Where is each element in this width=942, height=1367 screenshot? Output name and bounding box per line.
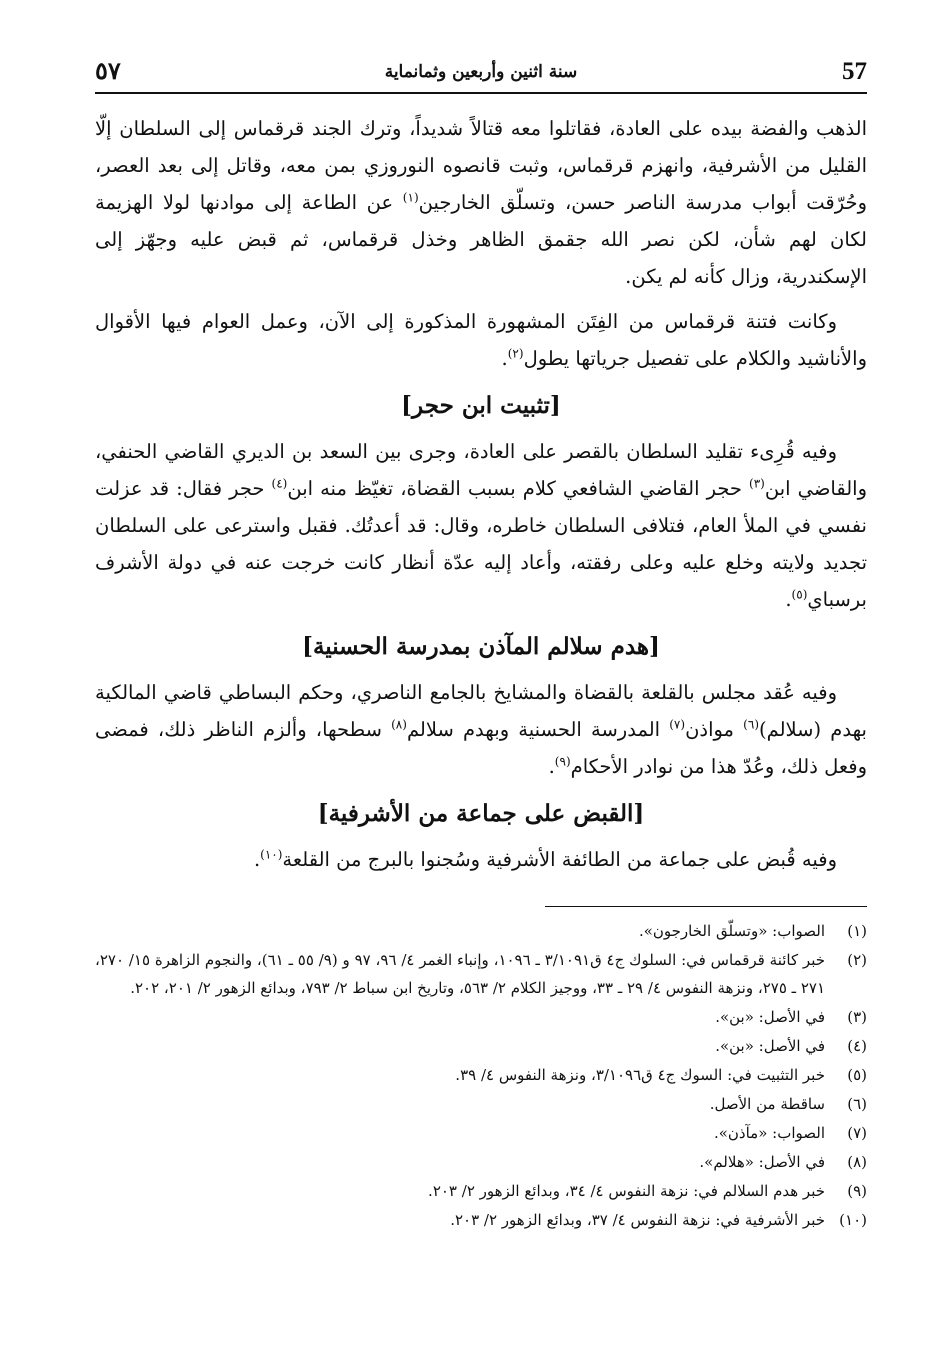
text-run: الذهب والفضة بيده على العادة، فقاتلوا معه قتالاً شديداً، وترك الجند قرقماس إلى السلطان إلّا القليل من الأشرفية، وانهزم قرقماس، وثبت قانصوه النوروزي بمن معه، وقاتل إلى بعد العصر، وحُرّقت أبواب مدرسة الناصر حسن، وتسلّق الخارجين bbox=[95, 117, 867, 214]
footnotes bbox=[95, 917, 867, 1234]
section-heading-stairs: [هدم سلالم المآذن بمدرسة الحسنية] bbox=[302, 633, 660, 660]
footnote-number: (٦) bbox=[847, 1095, 867, 1113]
text-run: . bbox=[785, 588, 792, 611]
paragraph-4 bbox=[95, 674, 867, 785]
footnote-text: الصواب: «مآذن». bbox=[713, 1124, 825, 1142]
footnote-item bbox=[95, 1090, 867, 1118]
running-title: سنة اثنين وأربعين وثمانماية bbox=[384, 62, 578, 82]
footnote-text: في الأصل: «بن». bbox=[715, 1037, 825, 1055]
section-heading-ibn-hajar: [تثبيت ابن حجر] bbox=[401, 392, 561, 419]
footnote-divider bbox=[545, 906, 867, 907]
page-number-arabic: ٥٧ bbox=[95, 56, 121, 85]
text-run: . bbox=[548, 755, 555, 778]
text-run: عن الطاعة إلى موادنها لولا الهزيمة لكان لهم شأن، لكن نصر الله جقمق الظاهر وخذل قرقماس، ثم قبض عليه وجهّز إلى الإسكندرية، وزال كأنه لم يكن. bbox=[95, 191, 867, 288]
text-run: سطحها، وألزم الناظر ذلك، فمضى وفعل ذلك، وعُدّ هذا من نوادر الأحكام bbox=[95, 718, 867, 778]
footnote-number: (٨) bbox=[847, 1153, 867, 1171]
text-run: حجر القاضي الشافعي كلام بسبب القضاة، تغيّظ منه ابن bbox=[287, 477, 750, 500]
text-run: المدرسة الحسنية وبهدم سلالم bbox=[406, 718, 670, 741]
footnote-text: خبر الأشرفية في: نزهة النفوس ٤/ ٣٧، وبدائع الزهور ٢/ ٢٠٣. bbox=[450, 1211, 825, 1229]
footnote-ref-10: (١٠) bbox=[260, 847, 283, 862]
footnote-number: (٩) bbox=[847, 1182, 867, 1200]
paragraph-1 bbox=[95, 110, 867, 295]
footnote-ref-4: (٤) bbox=[271, 476, 288, 491]
footnote-ref-3: (٣) bbox=[749, 476, 765, 491]
footnote-item bbox=[95, 1061, 867, 1089]
footnote-number: (٣) bbox=[847, 1008, 867, 1026]
footnote-text: الصواب: «وتسلّق الخارجون». bbox=[638, 922, 825, 940]
footnote-number: (١٠) bbox=[839, 1211, 867, 1229]
footnote-text: في الأصل: «هلالم». bbox=[699, 1153, 825, 1171]
page-header bbox=[95, 52, 867, 94]
footnote-text: خبر كائنة قرقماس في: السلوك ج٤ ق٣/١٠٩١ ـ ١٠٩٦، وإنباء الغمر ٤/ ٩٦، ٩٧ و (٩/ ٥٥ ـ ٦١)، والنجوم الزاهرة ١٥/ ٢٧٠، ٢٧١ ـ ٢٧٥، ونزهة النفوس ٤/ ٢٩ ـ ٣٣، ووجيز الكلام ٢/ ٥٦٣، وتاريخ ابن سباط ٢/ ٧٩٣، وبدائع الزهور ٢/ ٢٠١، ٢٠٢. bbox=[95, 951, 826, 997]
text-run: وفيه عُقد مجلس بالقلعة بالقضاة والمشايخ بالجامع الناصري، وحكم البساطي قاضي المالكية بهدم (سلالم) bbox=[95, 681, 867, 741]
footnote-item bbox=[95, 1148, 867, 1176]
footnote-text: خبر التثبيت في: السوك ج٤ ق٣/١٠٩٦، ونزهة النفوس ٤/ ٣٩. bbox=[455, 1066, 825, 1084]
footnote-item bbox=[95, 946, 867, 1002]
footnote-ref-8: (٨) bbox=[391, 717, 407, 732]
footnote-item bbox=[95, 1119, 867, 1147]
section-heading-ashrafiya: [القبض على جماعة من الأشرفية] bbox=[317, 800, 645, 827]
footnote-ref-7: (٧) bbox=[669, 717, 686, 732]
footnote-ref-1: (١) bbox=[402, 190, 419, 205]
footnote-item bbox=[95, 1032, 867, 1060]
footnote-item bbox=[95, 917, 867, 945]
text-run: . bbox=[501, 347, 508, 370]
footnote-number: (٢) bbox=[847, 951, 867, 969]
footnote-ref-2: (٢) bbox=[507, 346, 524, 361]
footnote-item bbox=[95, 1206, 867, 1234]
footnote-ref-5: (٥) bbox=[791, 587, 808, 602]
text-run: وكانت فتنة قرقماس من الفِتَن المشهورة المذكورة إلى الآن، وعمل العوام فيها الأقوال والأناشيد والكلام على تفصيل جرياتها يطول bbox=[95, 310, 867, 370]
page-number-latin: 57 bbox=[842, 58, 867, 85]
footnote-item bbox=[95, 1177, 867, 1205]
main-text bbox=[95, 110, 867, 878]
footnote-ref-6: (٦) bbox=[743, 717, 759, 732]
footnote-number: (١) bbox=[847, 922, 867, 940]
footnote-number: (٥) bbox=[847, 1066, 867, 1084]
footnote-ref-9: (٩) bbox=[554, 754, 571, 769]
text-run: وفيه قُرِىء تقليد السلطان بالقصر على العادة، وجرى بين السعد بن الديري القاضي الحنفي، والقاضي ابن bbox=[95, 440, 867, 500]
paragraph-3 bbox=[95, 433, 867, 618]
footnote-text: خبر هدم السلالم في: نزهة النفوس ٤/ ٣٤، وبدائع الزهور ٢/ ٢٠٣. bbox=[428, 1182, 825, 1200]
footnote-item bbox=[95, 1003, 867, 1031]
book-page bbox=[95, 52, 867, 1342]
footnote-text: في الأصل: «بن». bbox=[715, 1008, 825, 1026]
footnote-text: ساقطة من الأصل. bbox=[709, 1095, 825, 1113]
text-run: حجر فقال: قد عزلت نفسي في الملأ العام، فتلافى السلطان خاطره، وقال: قد أعدتُك. فقبل واسترعى على السلطان تجديد ولايته وخلع عليه وعلى رفقته، وأعاد إليه عدّة أنظار كانت خرجت عنه في دولة الأشرف برسباي bbox=[95, 477, 867, 611]
text-run: . bbox=[253, 848, 261, 871]
footnote-number: (٤) bbox=[847, 1037, 867, 1055]
paragraph-2 bbox=[95, 303, 867, 377]
footnote-number: (٧) bbox=[847, 1124, 867, 1142]
text-run: مواذن bbox=[685, 718, 744, 741]
text-run: وفيه قُبض على جماعة من الطائفة الأشرفية وسُجنوا بالبرج من القلعة bbox=[282, 848, 837, 871]
paragraph-5 bbox=[95, 841, 867, 878]
